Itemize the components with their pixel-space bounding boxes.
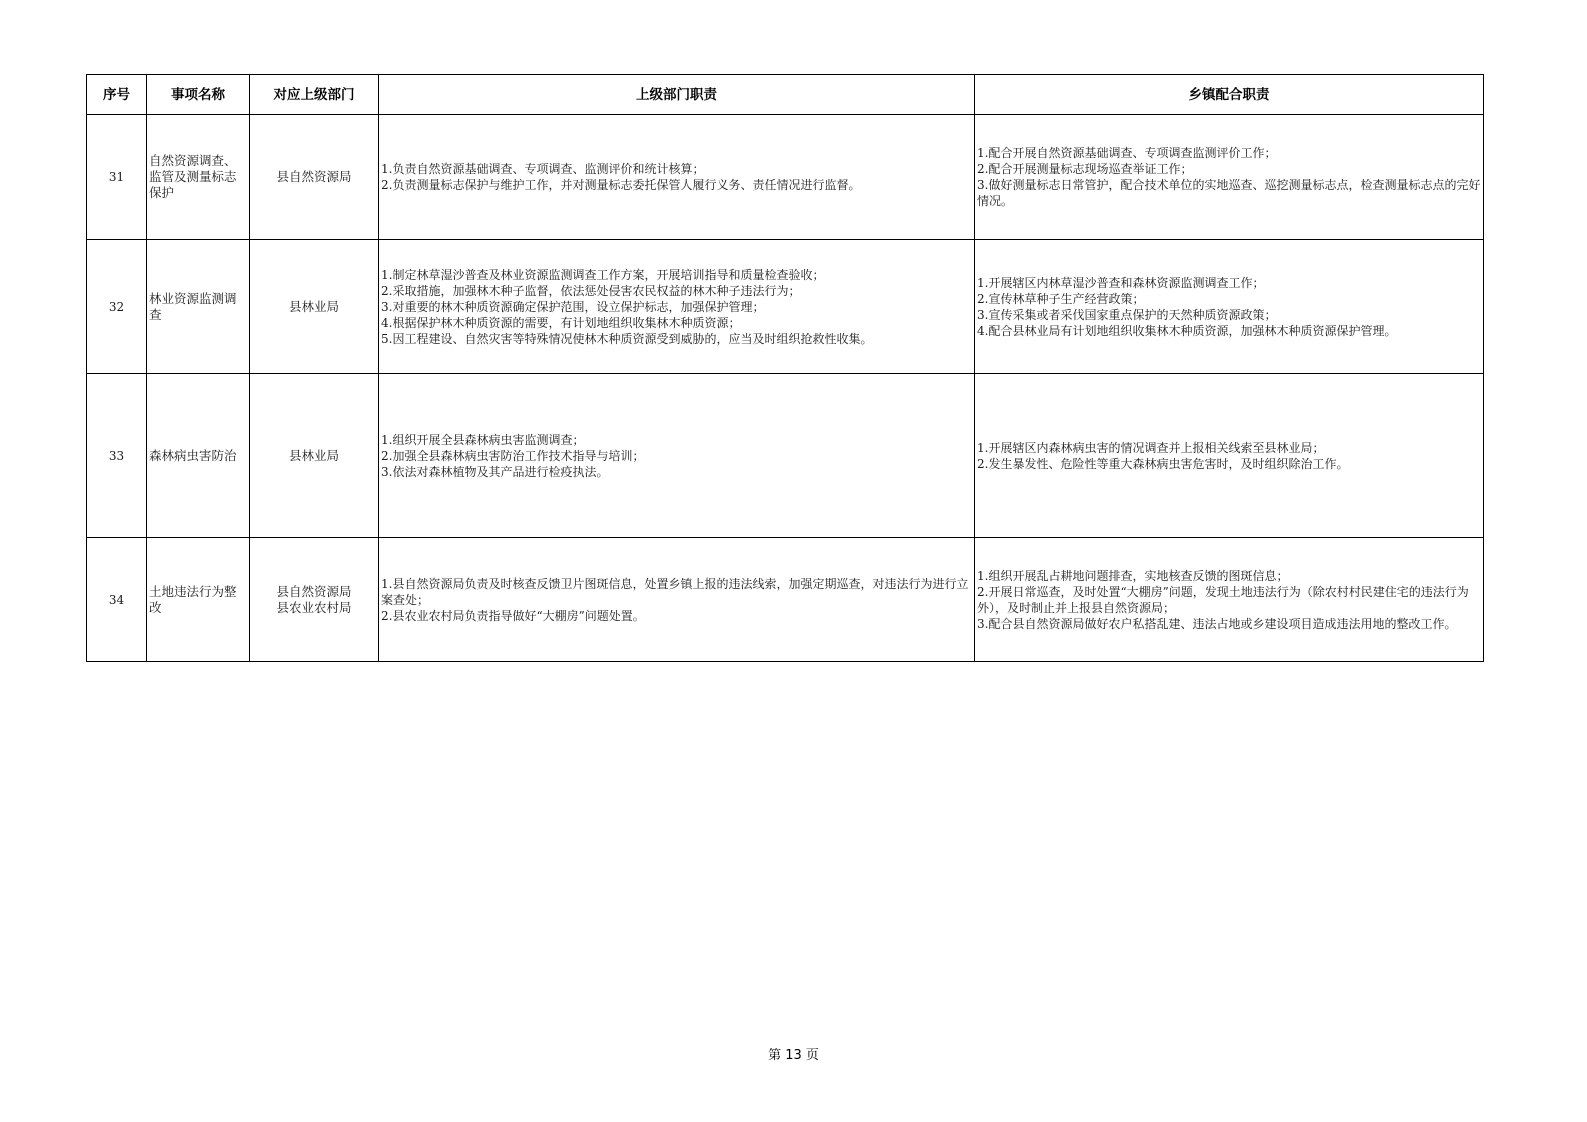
department-cell bbox=[250, 115, 379, 240]
duty-line: 2.配合开展测量标志现场巡查举证工作； bbox=[977, 162, 1193, 176]
row-number: 32 bbox=[87, 240, 147, 374]
department-name: 县农业农村局 bbox=[276, 599, 352, 615]
duty-line: 1.县自然资源局负责及时核查反馈卫片图斑信息，处置乡镇上报的违法线索，加强定期巡查，对违法行为进行立案查处； bbox=[381, 576, 969, 607]
duty-line: 3.依法对森林植物及其产品进行检疫执法。 bbox=[381, 464, 609, 479]
row-number: 33 bbox=[87, 374, 147, 538]
table-row bbox=[87, 240, 1484, 374]
row-number: 34 bbox=[87, 538, 147, 662]
header-department: 对应上级部门 bbox=[250, 75, 379, 115]
duty-line: 1.组织开展全县森林病虫害监测调查； bbox=[381, 432, 585, 447]
item-name: 森林病虫害防治 bbox=[147, 374, 250, 538]
duty-line: 1.负责自然资源基础调查、专项调查、监测评价和统计核算； bbox=[381, 162, 705, 176]
table-row bbox=[87, 538, 1484, 662]
duty-line: 3.做好测量标志日常管护，配合技术单位的实地巡查、巡挖测量标志点，检查测量标志点的完好情况。 bbox=[977, 178, 1481, 208]
duty-line: 2.发生暴发性、危险性等重大森林病虫害危害时，及时组织除治工作。 bbox=[977, 456, 1349, 471]
table-row bbox=[87, 374, 1484, 538]
duty-line: 1.制定林草湿沙普查及林业资源监测调查工作方案，开展培训指导和质量检查验收； bbox=[381, 267, 825, 282]
upper-duty-cell bbox=[379, 115, 975, 240]
department-name: 县林业局 bbox=[288, 447, 339, 463]
department-name: 县自然资源局 bbox=[276, 583, 352, 599]
duty-line: 1.组织开展乱占耕地问题排查，实地核查反馈的图斑信息； bbox=[977, 568, 1289, 583]
duty-line: 1.开展辖区内森林病虫害的情况调查并上报相关线索至县林业局； bbox=[977, 440, 1325, 455]
duty-line: 4.根据保护林木种质资源的需要，有计划地组织收集林木种质资源； bbox=[381, 315, 741, 330]
town-duty-cell bbox=[975, 240, 1484, 374]
duty-line: 2.加强全县森林病虫害防治工作技术指导与培训； bbox=[381, 448, 645, 463]
town-duty-cell bbox=[975, 115, 1484, 240]
upper-duty-cell bbox=[379, 240, 975, 374]
header-upper-duty: 上级部门职责 bbox=[379, 75, 975, 115]
department-cell bbox=[250, 240, 379, 374]
department-name: 县自然资源局 bbox=[276, 169, 352, 184]
town-duty-cell bbox=[975, 374, 1484, 538]
duty-line: 2.开展日常巡查，及时处置“大棚房”问题，发现土地违法行为（除农村村民建住宅的违法行为外），及时制止并上报县自然资源局； bbox=[977, 584, 1469, 615]
row-number: 31 bbox=[87, 115, 147, 240]
duty-line: 3.对重要的林木种质资源确定保护范围，设立保护标志，加强保护管理； bbox=[381, 299, 765, 314]
table-row bbox=[87, 115, 1484, 240]
duty-line: 3.配合县自然资源局做好农户私搭乱建、违法占地或乡建设项目造成违法用地的整改工作。 bbox=[977, 616, 1457, 631]
page-number: 第 13 页 bbox=[768, 1048, 819, 1063]
upper-duty-cell bbox=[379, 374, 975, 538]
duty-line: 3.宣传采集或者采伐国家重点保护的天然种质资源政策； bbox=[977, 307, 1277, 322]
department-name: 县林业局 bbox=[288, 298, 339, 314]
duty-table bbox=[86, 74, 1484, 662]
item-name: 土地违法行为整改 bbox=[147, 538, 250, 662]
upper-duty-cell bbox=[379, 538, 975, 662]
duty-line: 4.配合县林业局有计划地组织收集林木种质资源，加强林木种质资源保护管理。 bbox=[977, 323, 1397, 338]
table-header-row bbox=[87, 75, 1484, 115]
town-duty-cell bbox=[975, 538, 1484, 662]
duty-line: 2.县农业农村局负责指导做好“大棚房”问题处置。 bbox=[381, 608, 645, 623]
duty-line: 1.开展辖区内林草湿沙普查和森林资源监测调查工作； bbox=[977, 275, 1265, 290]
duty-line: 1.配合开展自然资源基础调查、专项调查监测评价工作； bbox=[977, 146, 1277, 160]
header-item-name: 事项名称 bbox=[147, 75, 250, 115]
header-town-duty: 乡镇配合职责 bbox=[975, 75, 1484, 115]
header-no: 序号 bbox=[87, 75, 147, 115]
duty-line: 2.宣传林草种子生产经营政策； bbox=[977, 291, 1145, 306]
item-name: 林业资源监测调查 bbox=[147, 240, 250, 374]
duty-line: 2.负责测量标志保护与维护工作，并对测量标志委托保管人履行义务、责任情况进行监督。 bbox=[381, 178, 861, 192]
duty-line: 2.采取措施，加强林木种子监督，依法惩处侵害农民权益的林木种子违法行为； bbox=[381, 283, 801, 298]
department-cell bbox=[250, 374, 379, 538]
item-name: 自然资源调查、监管及测量标志保护 bbox=[147, 115, 250, 240]
department-cell bbox=[250, 538, 379, 662]
duty-line: 5.因工程建设、自然灾害等特殊情况使林木种质资源受到威胁的，应当及时组织抢救性收集。 bbox=[381, 331, 873, 346]
